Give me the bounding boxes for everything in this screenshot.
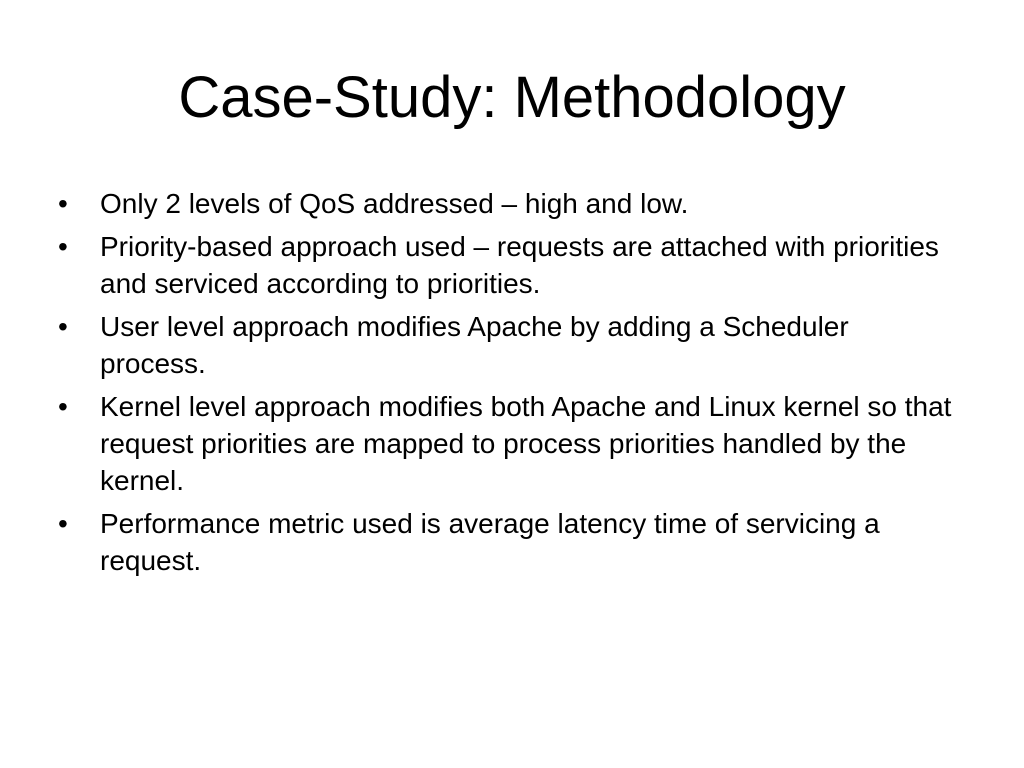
bullet-dot-icon: • [58,311,68,342]
bullet-text: Performance metric used is average latency time of servicing a request. [100,508,880,576]
bullet-item [58,388,958,499]
bullet-dot-icon: • [58,231,68,262]
bullet-text: Only 2 levels of QoS addressed – high and low. [100,188,689,219]
bullet-text: Kernel level approach modifies both Apache and Linux kernel so that request priorities are mapped to process priorities handled by the kernel. [100,391,952,496]
bullet-list [58,185,958,585]
bullet-dot-icon: • [58,391,68,422]
bullet-dot-icon: • [58,508,68,539]
bullet-text: User level approach modifies Apache by adding a Scheduler process. [100,311,849,379]
bullet-item [58,505,958,579]
bullet-text: Priority-based approach used – requests are attached with priorities and serviced according to priorities. [100,231,939,299]
bullet-item [58,185,958,222]
slide-title: Case-Study: Methodology [178,65,846,130]
bullet-dot-icon: • [58,188,68,219]
bullet-item [58,228,958,302]
bullet-item [58,308,958,382]
